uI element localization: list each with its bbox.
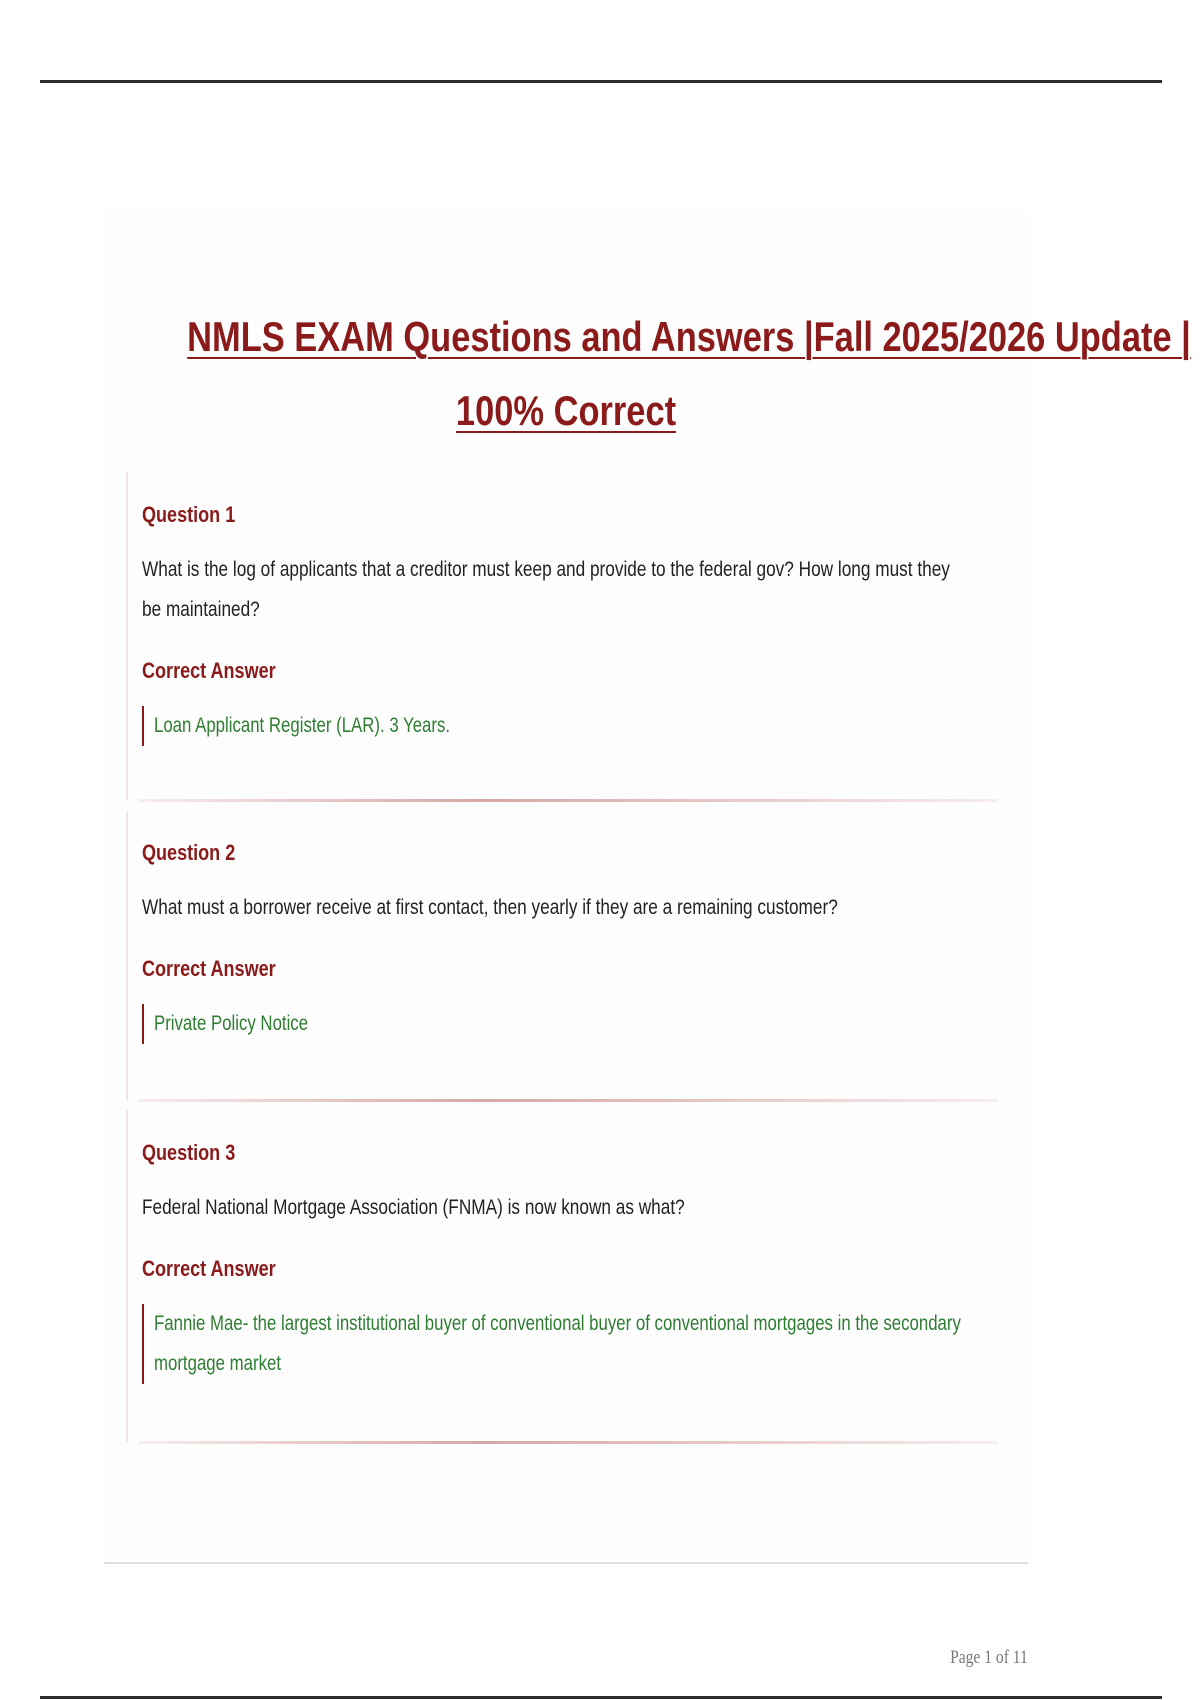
answer-text: Fannie Mae- the largest institutional buyer of conventional buyer of conventional mortgages in the secondary mortgage market	[154, 1312, 961, 1375]
question-text: What is the log of applicants that a creditor must keep and provide to the federal gov? How long must they be maintained?	[142, 558, 950, 621]
answer-block	[142, 1304, 1200, 1384]
question-heading: Question 3	[142, 1140, 236, 1165]
answer-text: Loan Applicant Register (LAR). 3 Years.	[154, 714, 451, 737]
document-title	[187, 300, 1191, 448]
document-title-line-1: NMLS EXAM Questions and Answers |Fall 2025/2026 Update |	[187, 313, 1191, 360]
question-divider	[138, 1099, 998, 1102]
title-block	[104, 300, 1191, 448]
correct-answer-label: Correct Answer	[142, 658, 276, 683]
question-card-3	[126, 1108, 998, 1444]
question-card-1	[126, 470, 998, 802]
correct-answer-label: Correct Answer	[142, 956, 276, 981]
answer-block	[142, 1004, 1200, 1044]
footer-rule	[104, 1562, 1028, 1564]
question-divider	[138, 1441, 998, 1444]
question-text: What must a borrower receive at first contact, then yearly if they are a remaining customer?	[142, 896, 838, 919]
header-rule	[40, 80, 1162, 83]
question-card-2	[126, 810, 998, 1102]
page-number: Page 1 of 11	[950, 1647, 1028, 1668]
answer-text: Private Policy Notice	[154, 1012, 309, 1035]
question-heading: Question 2	[142, 840, 236, 865]
correct-answer-label: Correct Answer	[142, 1256, 276, 1281]
answer-block	[142, 706, 1200, 746]
question-heading: Question 1	[142, 502, 236, 527]
question-text: Federal National Mortgage Association (FNMA) is now known as what?	[142, 1196, 685, 1219]
footer-edge-rule	[40, 1696, 1162, 1699]
document-title-line-2: 100% Correct	[455, 387, 677, 434]
question-divider	[138, 799, 998, 802]
